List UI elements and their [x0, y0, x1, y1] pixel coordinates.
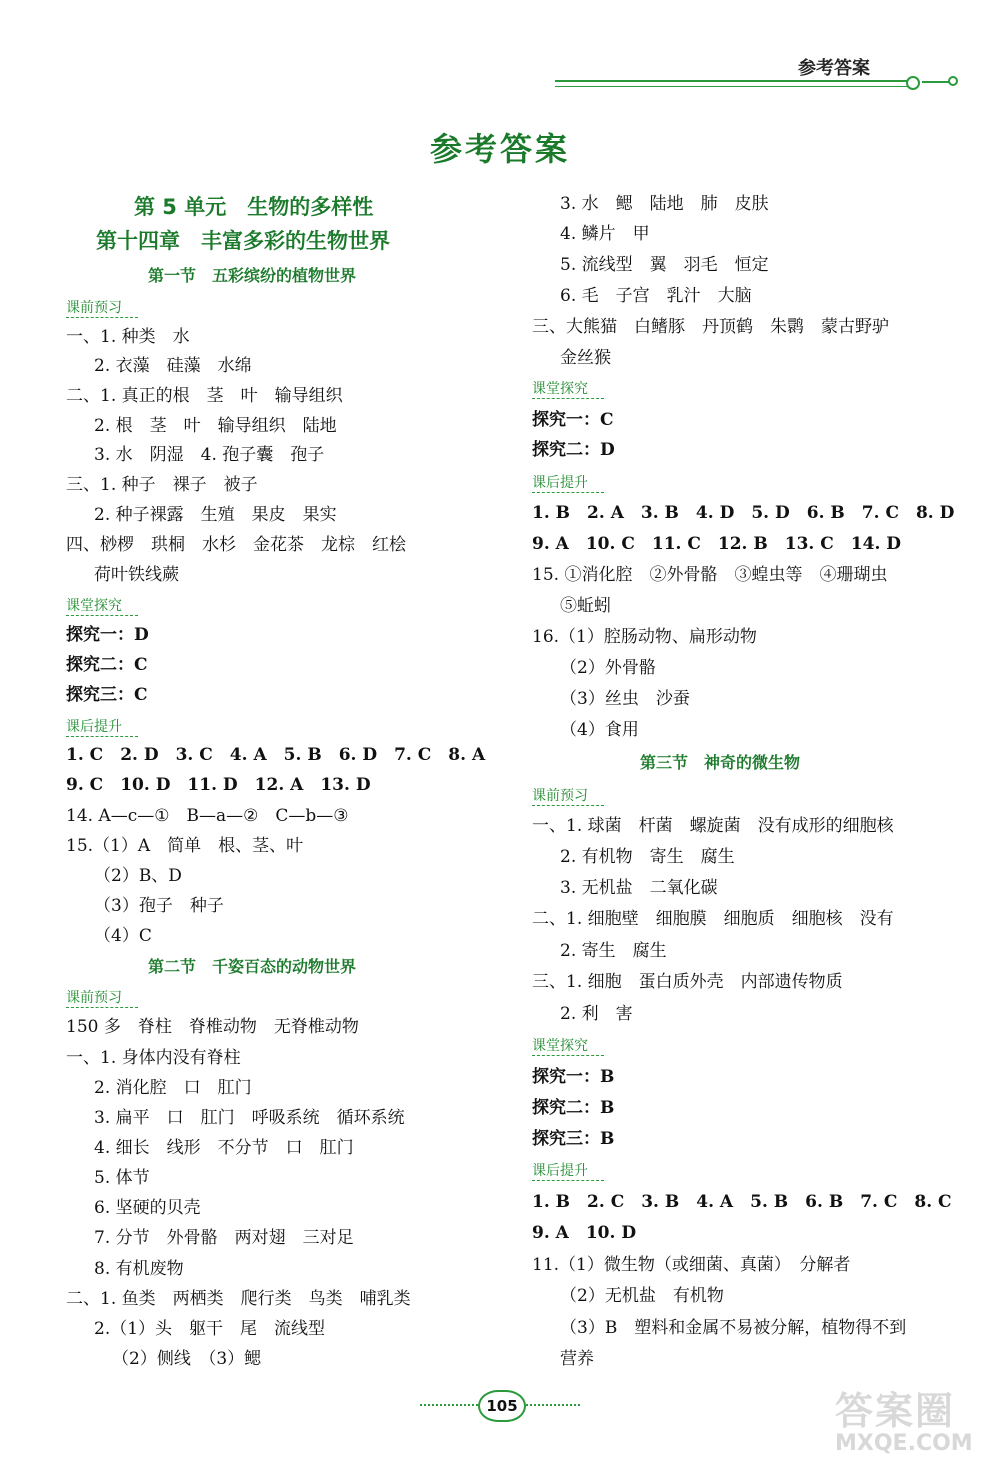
watermark-logo: 答案圈 — [835, 1389, 956, 1433]
answer-line: （4）C — [94, 926, 152, 946]
answer-line: 探究二：B — [532, 1098, 615, 1118]
answer-line: 1. C 2. D 3. C 4. A 5. B 6. D 7. C 8. A — [66, 745, 486, 765]
page-number-rule-left — [420, 1404, 478, 1406]
answer-line: 荷叶铁线蕨 — [94, 565, 179, 585]
header-rule — [555, 80, 915, 87]
answer-line: 一、1. 球菌 杆菌 螺旋菌 没有成形的细胞核 — [532, 816, 894, 836]
page-number-rule-right — [522, 1404, 580, 1406]
tag-underline — [66, 1007, 138, 1009]
header-ring-icon — [906, 76, 920, 90]
answer-line: 营养 — [560, 1349, 594, 1369]
answer-line: 2. 衣藻 硅藻 水绵 — [94, 356, 252, 376]
answer-line: 15.（1）A 简单 根、茎、叶 — [66, 836, 304, 856]
tag-underline — [532, 1180, 604, 1182]
answer-line: 150 多 脊柱 脊椎动物 无脊椎动物 — [66, 1017, 359, 1037]
answer-line: 二、1. 真正的根 茎 叶 输导组织 — [66, 386, 343, 406]
answer-line: 6. 毛 子宫 乳汁 大脑 — [560, 286, 752, 306]
tag-pre-study: 课前预习 — [532, 788, 588, 804]
answer-line: 9. A 10. C 11. C 12. B 13. C 14. D — [532, 534, 902, 554]
answer-line: 二、1. 细胞壁 细胞膜 细胞质 细胞核 没有 — [532, 909, 894, 929]
answer-line: 探究一：B — [532, 1067, 615, 1087]
answer-line: 1. B 2. C 3. B 4. A 5. B 6. B 7. C 8. C — [532, 1192, 952, 1212]
answer-line: 7. 分节 外骨骼 两对翅 三对足 — [94, 1228, 354, 1248]
answer-line: 一、1. 种类 水 — [66, 327, 190, 347]
answer-line: 9. A 10. D — [532, 1223, 637, 1243]
answer-line: 2. 消化腔 口 肛门 — [94, 1078, 252, 1098]
page-title: 参考答案 — [429, 130, 570, 168]
answer-line: （3）B 塑料和金属不易被分解，植物得不到 — [560, 1318, 907, 1338]
answer-line: 2. 寄生 腐生 — [560, 941, 667, 961]
answer-line: 16.（1）腔肠动物、扁形动物 — [532, 627, 757, 647]
answer-line: （2）B、D — [94, 866, 182, 886]
answer-line: 3. 扁平 口 肛门 呼吸系统 循环系统 — [94, 1108, 405, 1128]
tag-underline — [532, 805, 604, 807]
answer-line: 二、1. 鱼类 两栖类 爬行类 鸟类 哺乳类 — [66, 1289, 411, 1309]
watermark — [835, 1380, 985, 1460]
header-rule-tail — [922, 81, 950, 83]
watermark-site: MXQE.COM — [835, 1431, 973, 1456]
tag-after-class: 课后提升 — [532, 475, 588, 491]
answer-line: 15. ①消化腔 ②外骨骼 ③蝗虫等 ④珊瑚虫 — [532, 565, 888, 585]
tag-class-explore: 课堂探究 — [532, 1038, 588, 1054]
section-2-title: 第二节 千姿百态的动物世界 — [148, 957, 357, 976]
answer-line: 3. 水 鳃 陆地 肺 皮肤 — [560, 194, 769, 214]
answer-line: 四、桫椤 珙桐 水杉 金花茶 龙棕 红桧 — [66, 535, 406, 555]
answer-line: 14. A—c—① B—a—② C—b—③ — [66, 806, 349, 826]
answer-line: （3）丝虫 沙蚕 — [560, 689, 690, 709]
answer-line: 3. 无机盐 二氧化碳 — [560, 878, 718, 898]
answer-line: 9. C 10. D 11. D 12. A 13. D — [66, 775, 371, 795]
answer-line: 探究二：C — [66, 655, 148, 675]
answer-line: 三、1. 种子 裸子 被子 — [66, 475, 258, 495]
answer-line: 4. 细长 线形 不分节 口 肛门 — [94, 1138, 354, 1158]
unit-title: 第 5 单元 生物的多样性 — [134, 195, 374, 219]
answer-line: 3. 水 阴湿 4. 孢子囊 孢子 — [94, 445, 325, 465]
answer-line: 2. 利 害 — [560, 1004, 633, 1024]
answer-line: 金丝猴 — [560, 348, 611, 368]
section-1-title: 第一节 五彩缤纷的植物世界 — [148, 266, 357, 285]
answer-line: （2）外骨骼 — [560, 658, 656, 678]
tag-underline — [66, 736, 138, 738]
tag-class-explore: 课堂探究 — [66, 598, 122, 614]
answer-line: （2）无机盐 有机物 — [560, 1286, 724, 1306]
tag-after-class: 课后提升 — [66, 719, 122, 735]
answer-line: 2. 种子裸露 生殖 果皮 果实 — [94, 505, 337, 525]
answer-line: 三、1. 细胞 蛋白质外壳 内部遗传物质 — [532, 972, 843, 992]
answer-line: （3）孢子 种子 — [94, 896, 224, 916]
answer-line: （2）侧线 （3）鳃 — [112, 1349, 262, 1369]
answer-line: 2. 根 茎 叶 输导组织 陆地 — [94, 416, 337, 436]
tag-underline — [532, 398, 604, 400]
answer-line: 探究三：B — [532, 1129, 615, 1149]
answer-line: 2. 有机物 寄生 腐生 — [560, 847, 735, 867]
answer-line: （4）食用 — [560, 720, 639, 740]
header-end-dot-icon — [948, 76, 958, 86]
tag-pre-study: 课前预习 — [66, 300, 122, 316]
answer-line: 2.（1）头 躯干 尾 流线型 — [94, 1319, 326, 1339]
section-3-title: 第三节 神奇的微生物 — [640, 753, 801, 772]
answer-line: 8. 有机废物 — [94, 1259, 184, 1279]
tag-class-explore: 课堂探究 — [532, 381, 588, 397]
answer-line: 1. B 2. A 3. B 4. D 5. D 6. B 7. C 8. D — [532, 503, 955, 523]
answer-line: 11.（1）微生物（或细菌、真菌） 分解者 — [532, 1255, 851, 1275]
tag-underline — [66, 615, 138, 617]
tag-underline — [532, 1055, 604, 1057]
answer-line: ⑤蚯蚓 — [560, 596, 611, 616]
answer-line: 探究一：D — [66, 625, 149, 645]
chapter-title: 第十四章 丰富多彩的生物世界 — [96, 229, 390, 253]
tag-underline — [532, 492, 604, 494]
tag-pre-study: 课前预习 — [66, 990, 122, 1006]
answer-line: 5. 流线型 翼 羽毛 恒定 — [560, 255, 769, 275]
answer-line: 5. 体节 — [94, 1168, 150, 1188]
answer-line: 探究一：C — [532, 410, 614, 430]
tag-after-class: 课后提升 — [532, 1163, 588, 1179]
answer-line: 一、1. 身体内没有脊柱 — [66, 1048, 241, 1068]
answer-line: 探究二：D — [532, 440, 615, 460]
answer-line: 三、大熊猫 白鳍豚 丹顶鹤 朱鹮 蒙古野驴 — [532, 317, 889, 337]
answer-line: 4. 鳞片 甲 — [560, 224, 650, 244]
answer-line: 探究三：C — [66, 685, 148, 705]
page-number: 105 — [478, 1390, 526, 1422]
header-label: 参考答案 — [798, 58, 870, 79]
answer-line: 6. 坚硬的贝壳 — [94, 1198, 201, 1218]
tag-underline — [66, 317, 138, 319]
